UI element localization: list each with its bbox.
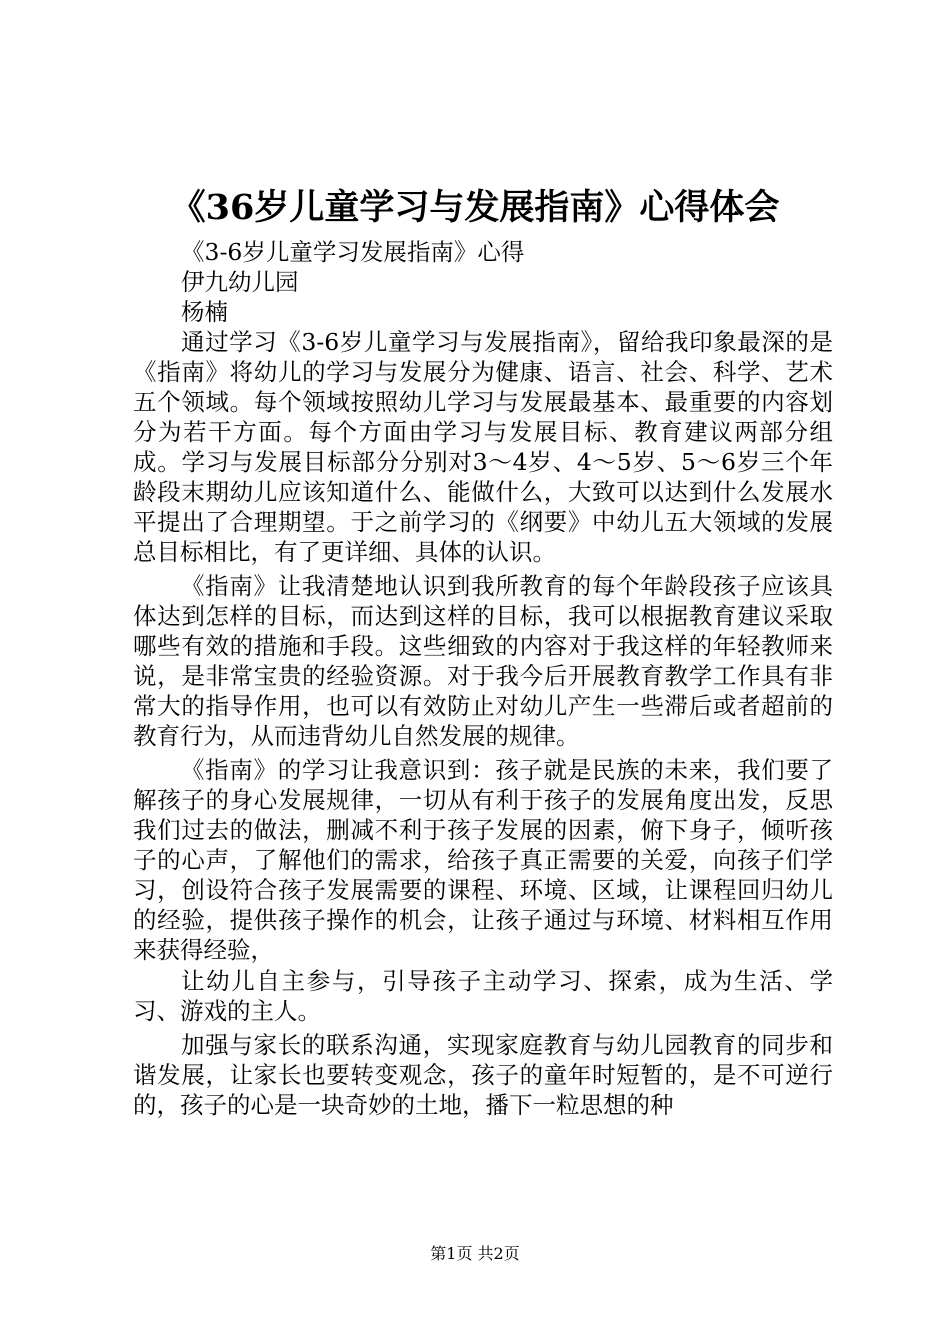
document-subtitle: 《3-6岁儿童学习发展指南》心得 <box>181 238 525 266</box>
paragraph: 《指南》让我清楚地认识到我所教育的每个年龄段孩子应该具体达到怎样的目标，而达到这样的目标，我可以根据教育建议采取哪些有效的措施和手段。这些细致的内容对于我这样的年轻教师来说，是非常宝贵的经验资源。对于我今后开展教育教学工作具有非常大的指导作用，也可以有效防止对幼儿产生一些滞后或者超前的教育行为，从而违背幼儿自然发展的规律。 <box>133 572 833 750</box>
paragraph: 加强与家长的联系沟通，实现家庭教育与幼儿园教育的同步和谐发展，让家长也要转变观念，孩子的童年时短暂的，是不可逆行的，孩子的心是一块奇妙的土地，播下一粒思想的种 <box>133 1031 833 1119</box>
page-number-footer: 第1页 共2页 <box>430 1244 520 1263</box>
document-title: 《36岁儿童学习与发展指南》心得体会 <box>170 187 780 228</box>
paragraph: 让幼儿自主参与，引导孩子主动学习、探索，成为生活、学习、游戏的主人。 <box>133 967 833 1025</box>
document-body <box>133 237 833 1124</box>
paragraph: 通过学习《3-6岁儿童学习与发展指南》，留给我印象最深的是《指南》将幼儿的学习与发展分为健康、语言、社会、科学、艺术五个领域。每个领域按照幼儿学习与发展最基本、最重要的内容划分为若干方面。每个方面由学习与发展目标、教育建议两部分组成。学习与发展目标部分分别对3～4岁、4～5岁、5～6岁三个年龄段末期幼儿应该知道什么、能做什么，大致可以达到什么发展水平提出了合理期望。于之前学习的《纲要》中幼儿五大领域的发展总目标相比，有了更详细、具体的认识。 <box>133 328 833 566</box>
organization-name: 伊九幼儿园 <box>181 268 299 296</box>
paragraph: 《指南》的学习让我意识到：孩子就是民族的未来，我们要了解孩子的身心发展规律，一切从有利于孩子的发展角度出发，反思我们过去的做法，删减不利于孩子发展的因素，俯下身子，倾听孩子的心声，了解他们的需求，给孩子真正需要的关爱，向孩子们学习，创设符合孩子发展需要的课程、环境、区域，让课程回归幼儿的经验，提供孩子操作的机会，让孩子通过与环境、材料相互作用来获得经验， <box>133 756 833 964</box>
author-name: 杨楠 <box>181 298 228 326</box>
